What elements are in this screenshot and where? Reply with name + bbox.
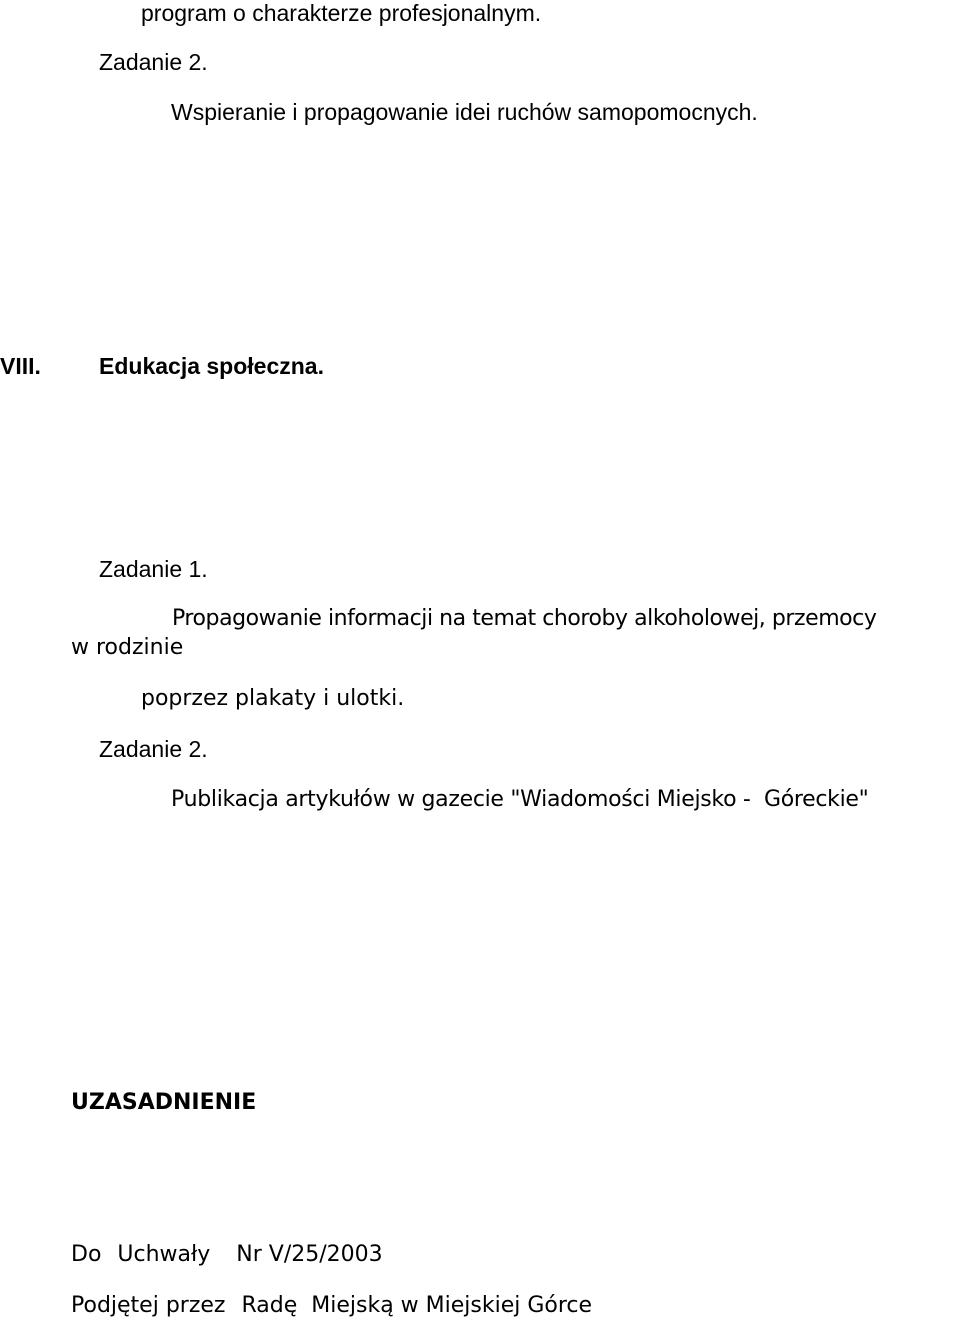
section-title: Edukacja społeczna. [99,353,324,379]
resolution-prefix: Do [71,1242,102,1267]
document-heading: UZASADNIENIE [71,1090,257,1115]
task-description-continued: w rodzinie [71,635,184,660]
task-label: Zadanie 1. [99,556,208,582]
section-number: VIII. [0,353,41,379]
resolution-reference-line [71,1244,383,1266]
section-vii-continuation-line: program o charakterze profesjonalnym. [141,0,542,26]
task-label: Zadanie 2. [99,736,208,762]
task-description: Propagowanie informacji na temat choroby alkoholowej, przemocy [172,606,877,631]
council-name: Radę [241,1293,298,1318]
task-description: Wspieranie i propagowanie idei ruchów samopomocnych. [171,99,758,125]
resolution-word: Uchwały [117,1242,211,1267]
task-description-continued: poprzez plakaty i ulotki. [141,686,405,711]
resolution-number: Nr V/25/2003 [236,1242,383,1267]
task-description: Publikacja artykułów w gazecie "Wiadomości Miejsko - Góreckie" [171,787,869,812]
task-label: Zadanie 2. [99,49,208,75]
resolution-adopted-line [71,1295,592,1317]
adopted-by-text: Podjętej przez [71,1293,226,1318]
council-location: Miejską w Miejskiej Górce [311,1293,593,1318]
